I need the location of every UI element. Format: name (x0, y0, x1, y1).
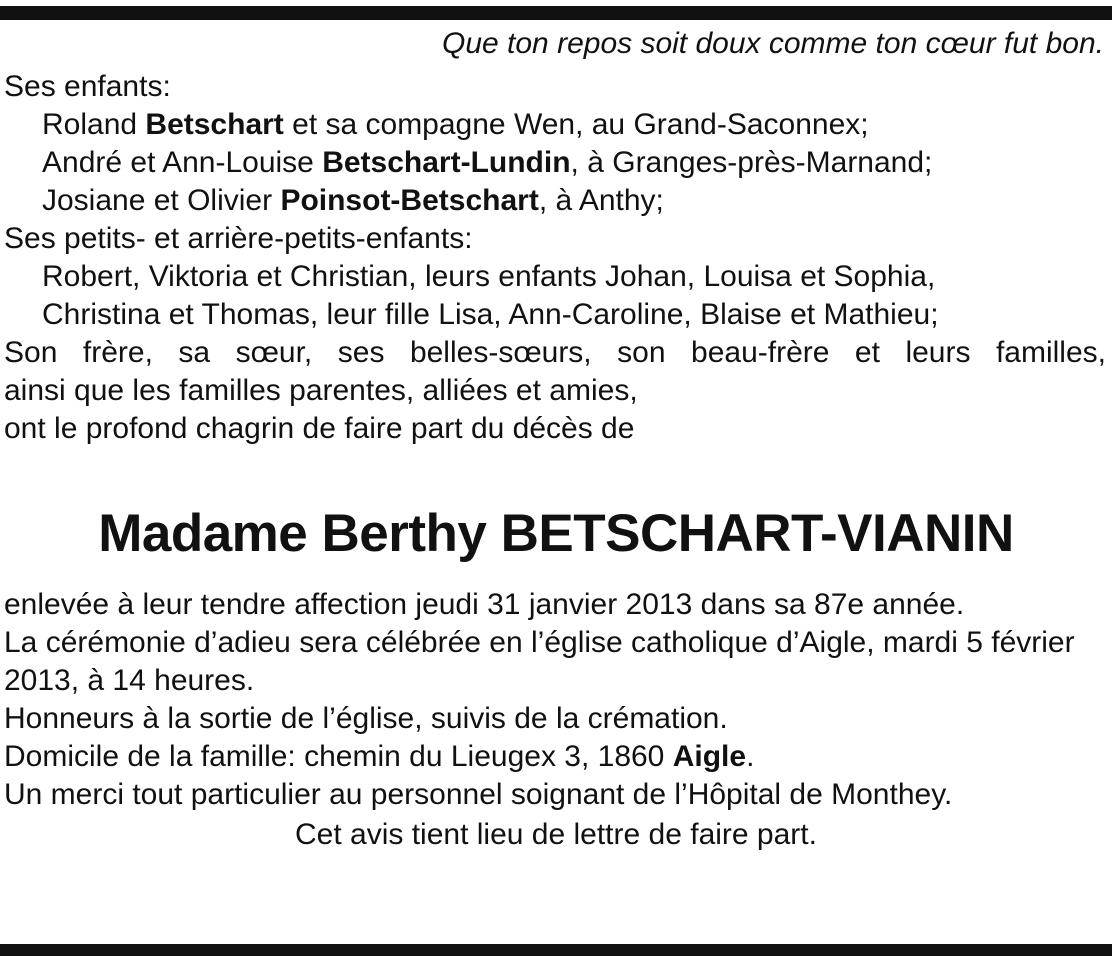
thanks-line: Un merci tout particulier au personnel soignant de l’Hôpital de Monthey. (4, 778, 953, 811)
honours-line: Honneurs à la sortie de l’église, suivis de la crémation. (4, 702, 728, 735)
death-line: enlevée à leur tendre affection jeudi 31 janvier 2013 dans sa 87e année. (4, 588, 965, 621)
child-surname: Betschart-Lundin (322, 146, 571, 179)
domicile-city: Aigle (672, 740, 747, 773)
child-name-prefix: Josiane et Olivier (42, 184, 281, 217)
grandchild-entry: Christina et Thomas, leur fille Lisa, Ann-Caroline, Blaise et Mathieu; (42, 298, 939, 331)
announcement-line: ont le profond chagrin de faire part du décès de (4, 412, 635, 445)
top-rule (0, 6, 1112, 20)
child-name-prefix: André et Ann-Louise (42, 146, 323, 179)
child-entry (0, 144, 1112, 182)
child-name-suffix: et sa compagne Wen, au Grand-Saconnex; (283, 108, 869, 141)
child-name-prefix: Roland (42, 108, 146, 141)
child-surname: Betschart (145, 108, 284, 141)
epigraph: Que ton repos soit doux comme ton cœur fut bon. (442, 27, 1104, 60)
domicile-suffix: . (746, 740, 755, 773)
grandchild-entry: Robert, Viktoria et Christian, leurs enfants Johan, Louisa et Sophia, (42, 260, 936, 293)
relatives-line-2: ainsi que les familles parentes, alliées et amies, (4, 374, 638, 407)
bottom-rule (0, 944, 1112, 956)
domicile-line (0, 738, 1112, 776)
grandchildren-heading: Ses petits- et arrière-petits-enfants: (4, 222, 473, 255)
children-heading: Ses enfants: (4, 70, 171, 103)
child-surname: Poinsot-Betschart (280, 184, 539, 217)
deceased-name: Madame Berthy BETSCHART-VIANIN (98, 504, 1014, 563)
relatives-line-1: Son frère, sa sœur, ses belles-sœurs, son beau-frère et leurs familles, (4, 336, 1106, 369)
closing-line: Cet avis tient lieu de lettre de faire part. (295, 818, 817, 851)
notice-body (0, 24, 1112, 854)
ceremony-line: La cérémonie d’adieu sera célébrée en l’église catholique d’Aigle, mardi 5 février 2013, à 14 heures. (4, 626, 1075, 697)
domicile-prefix: Domicile de la famille: chemin du Lieugex 3, 1860 (4, 740, 673, 773)
child-entry (0, 182, 1112, 220)
child-name-suffix: , à Anthy; (538, 184, 664, 217)
child-entry (0, 106, 1112, 144)
child-name-suffix: , à Granges-près-Marnand; (570, 146, 933, 179)
